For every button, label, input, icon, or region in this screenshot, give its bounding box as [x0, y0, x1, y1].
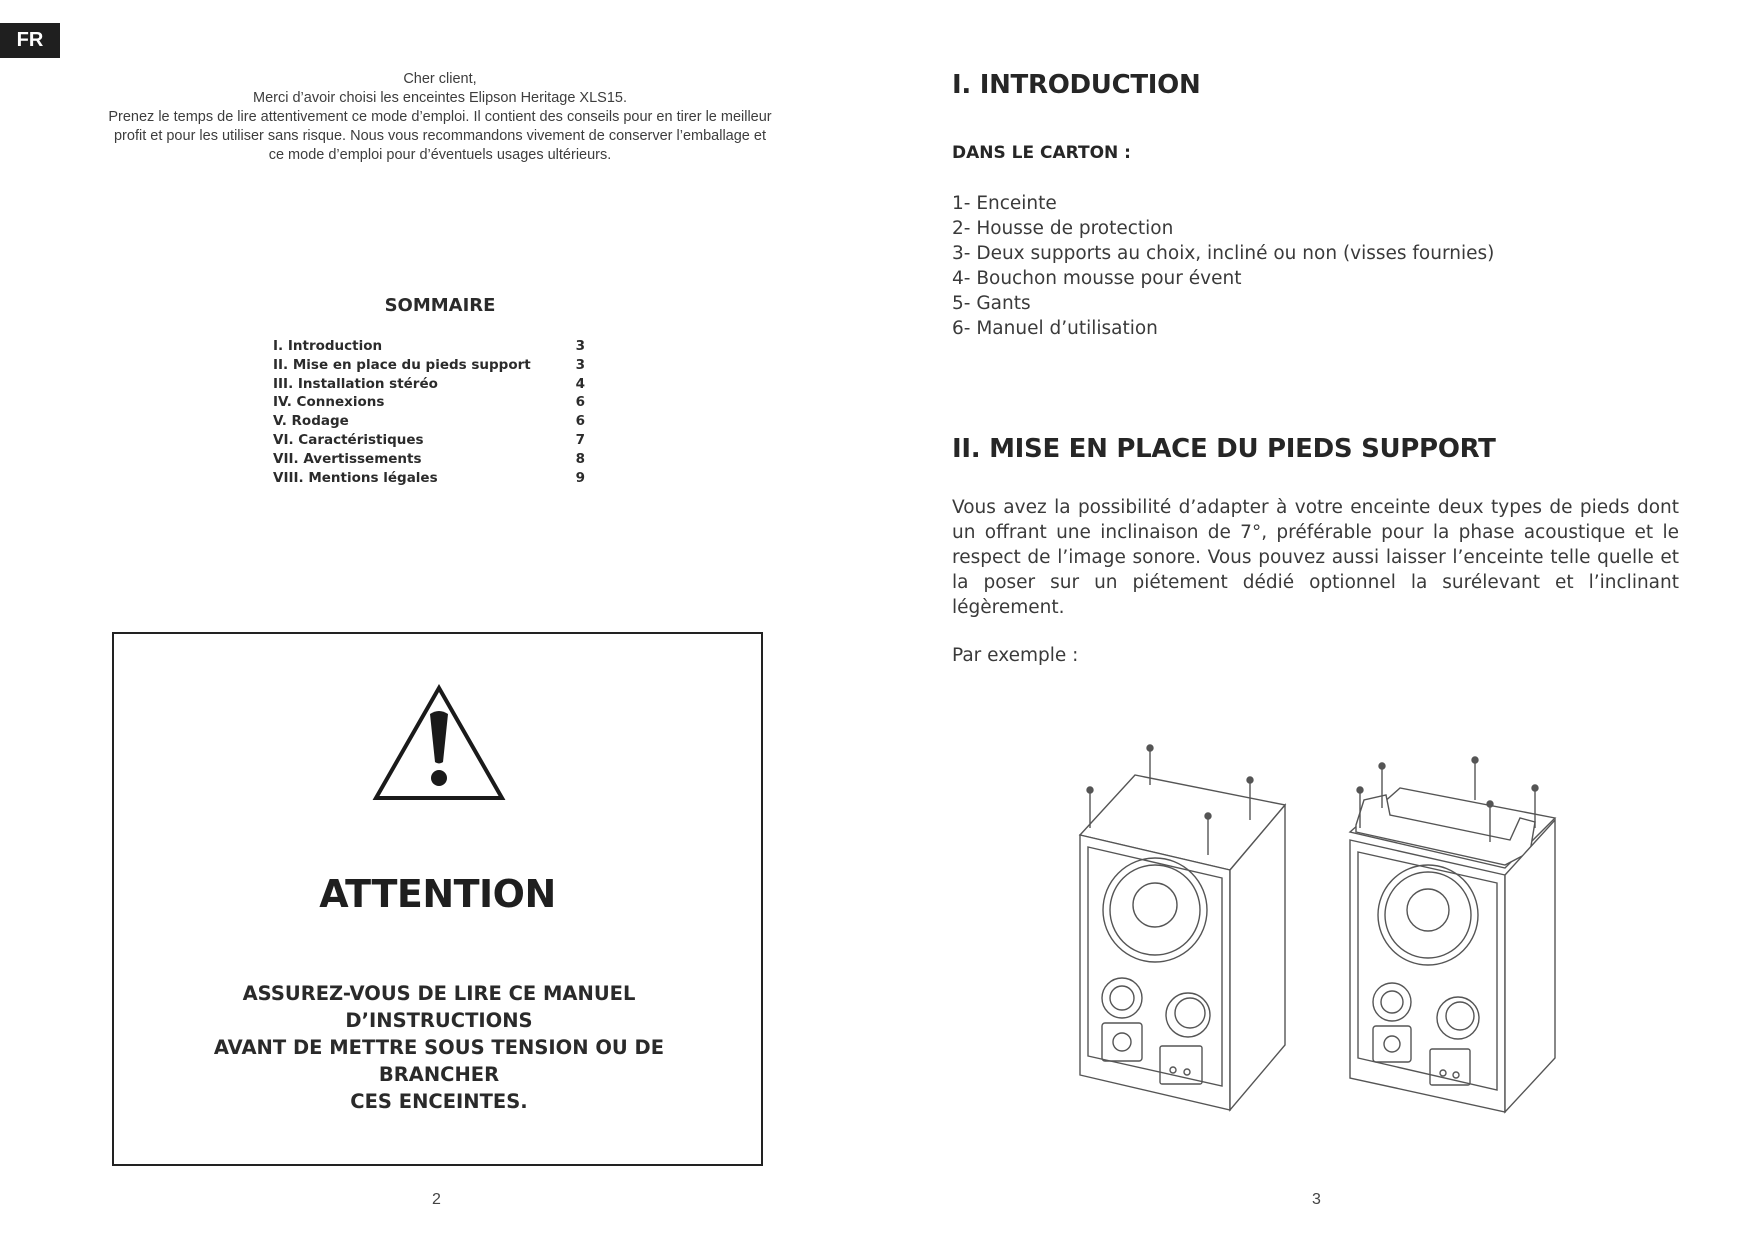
- attention-line: AVANT DE METTRE SOUS TENSION OU DE BRANCHER: [213, 1036, 665, 1086]
- section-title-introduction: I. INTRODUCTION: [952, 70, 1201, 100]
- toc-item[interactable]: [273, 393, 585, 412]
- attention-line: CES ENCEINTES.: [350, 1090, 528, 1113]
- warning-triangle-icon: [372, 684, 506, 802]
- toc-item-page: 6: [575, 394, 585, 411]
- page-number-left: 2: [432, 1191, 441, 1208]
- toc-item[interactable]: [273, 337, 585, 356]
- language-tab: FR: [0, 23, 60, 58]
- letter-line: Prenez le temps de lire attentivement ce mode d’emploi. Il contient des conseils pour en tirer le meilleur: [108, 109, 772, 125]
- attention-box: [112, 632, 763, 1166]
- toc-item-page: 6: [575, 413, 585, 430]
- speaker-illustration: [1060, 740, 1560, 1120]
- toc-item-label: VII. Avertissements: [273, 450, 422, 467]
- letter-line: ce mode d’emploi pour d’éventuels usages ultérieurs.: [268, 147, 612, 163]
- toc-item-label: VI. Caractéristiques: [273, 431, 424, 448]
- toc-item[interactable]: [273, 412, 585, 431]
- section-title-stand: II. MISE EN PLACE DU PIEDS SUPPORT: [952, 434, 1496, 464]
- attention-line: ASSUREZ-VOUS DE LIRE CE MANUEL D’INSTRUCTIONS: [242, 982, 636, 1032]
- toc-item-label: IV. Connexions: [273, 394, 385, 411]
- toc-item-page: 3: [575, 356, 585, 373]
- page-number-right: 3: [1312, 1191, 1321, 1208]
- toc-item[interactable]: [273, 375, 585, 394]
- attention-message: [154, 980, 724, 1115]
- intro-letter: [70, 70, 810, 165]
- toc-item-label: III. Installation stéréo: [273, 375, 438, 392]
- letter-line: profit et pour les utiliser sans risque. Nous vous recommandons vivement de conserver l’emballage et: [113, 128, 766, 144]
- speaker-flat-stand: [1080, 745, 1285, 1110]
- toc-item-page: 3: [575, 338, 585, 354]
- letter-line: Cher client,: [403, 71, 477, 87]
- list-item: 3- Deux supports au choix, incliné ou non (visses fournies): [952, 243, 1495, 264]
- box-contents-heading: DANS LE CARTON :: [952, 143, 1131, 163]
- toc-item[interactable]: [273, 431, 585, 450]
- toc-item[interactable]: [273, 450, 585, 469]
- attention-title: ATTENTION: [319, 872, 556, 916]
- toc-item-label: VIII. Mentions légales: [273, 469, 438, 486]
- box-contents-list: [952, 191, 1494, 341]
- example-label: Par exemple :: [952, 645, 1079, 666]
- list-item: 5- Gants: [952, 293, 1031, 314]
- speaker-tilted-stand: [1350, 757, 1555, 1112]
- list-item: 4- Bouchon mousse pour évent: [952, 268, 1242, 289]
- toc-item-label: V. Rodage: [273, 413, 349, 430]
- list-item: 1- Enceinte: [952, 193, 1057, 214]
- toc-item-page: 8: [575, 450, 585, 467]
- toc-item[interactable]: [273, 356, 585, 375]
- toc-item-label: I. Introduction: [273, 338, 383, 354]
- table-of-contents: [273, 337, 585, 487]
- toc-item[interactable]: [273, 469, 585, 488]
- list-item: 6- Manuel d’utilisation: [952, 318, 1158, 339]
- toc-item-page: 9: [575, 469, 585, 486]
- toc-title: SOMMAIRE: [384, 295, 496, 316]
- letter-line: Merci d’avoir choisi les enceintes Elipson Heritage XLS15.: [253, 90, 627, 106]
- toc-item-page: 4: [575, 375, 585, 392]
- list-item: 2- Housse de protection: [952, 218, 1174, 239]
- stand-paragraph: Vous avez la possibilité d’adapter à votre enceinte deux types de pieds dont un offrant une inclinaison de 7°, préférable pour la phase acoustique et le respect de l’image sonore. Vous pouvez aussi laisser l’enceinte telle quelle et la poser sur un piétement dédié optionnel la surélevant et l’inclinant légèrement.: [952, 497, 1679, 618]
- toc-item-page: 7: [575, 431, 585, 448]
- toc-item-label: II. Mise en place du pieds support: [273, 356, 531, 373]
